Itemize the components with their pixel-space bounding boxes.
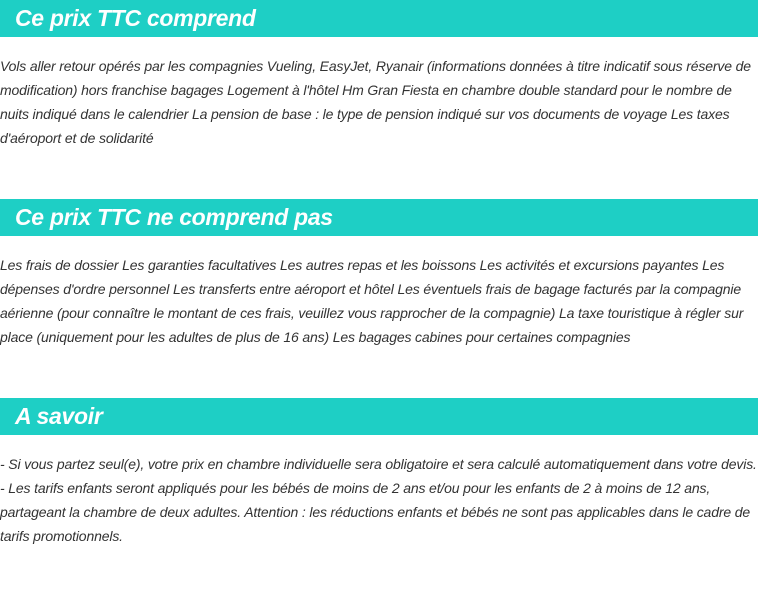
section-header-not-included xyxy=(0,199,758,236)
good-to-know-paragraph-children: - Les tarifs enfants seront appliqués pour les bébés de moins de 2 ans et/ou pour les enfants de 2 à moins de 12 ans, partageant la chambre de deux adultes. Attention : les réductions enfants et bébés ne sont pas applicables dans le cadre de tarifs promotionnels. xyxy=(0,480,750,544)
section-header-included xyxy=(0,0,758,37)
section-body-good-to-know xyxy=(0,452,758,548)
section-title-included: Ce prix TTC comprend xyxy=(15,5,256,31)
included-paragraph: Vols aller retour opérés par les compagnies Vueling, EasyJet, Ryanair (informations données à titre indicatif sous réserve de modification) hors franchise bagages Logement à l'hôtel Hm Gran Fiesta en chambre double standard pour le nombre de nuits indiqué dans le calendrier La pension de base : le type de pension indiqué sur vos documents de voyage Les taxes d'aéroport et de solidarité xyxy=(0,58,751,146)
section-header-good-to-know xyxy=(0,398,758,435)
section-body-not-included xyxy=(0,253,758,349)
section-title-good-to-know: A savoir xyxy=(15,403,103,429)
not-included-paragraph: Les frais de dossier Les garanties facultatives Les autres repas et les boissons Les activités et excursions payantes Les dépenses d'ordre personnel Les transferts entre aéroport et hôtel Les éventuels frais de bagage facturés par la compagnie aérienne (pour connaître le montant de ces frais, veuillez vous rapprocher de la compagnie) La taxe touristique à régler sur place (uniquement pour les adultes de plus de 16 ans) Les bagages cabines pour certaines compagnies xyxy=(0,257,744,345)
good-to-know-paragraph-solo: - Si vous partez seul(e), votre prix en chambre individuelle sera obligatoire et sera calculé automatiquement dans votre devis. xyxy=(0,456,757,472)
section-title-not-included: Ce prix TTC ne comprend pas xyxy=(15,204,333,230)
section-body-included xyxy=(0,54,758,150)
